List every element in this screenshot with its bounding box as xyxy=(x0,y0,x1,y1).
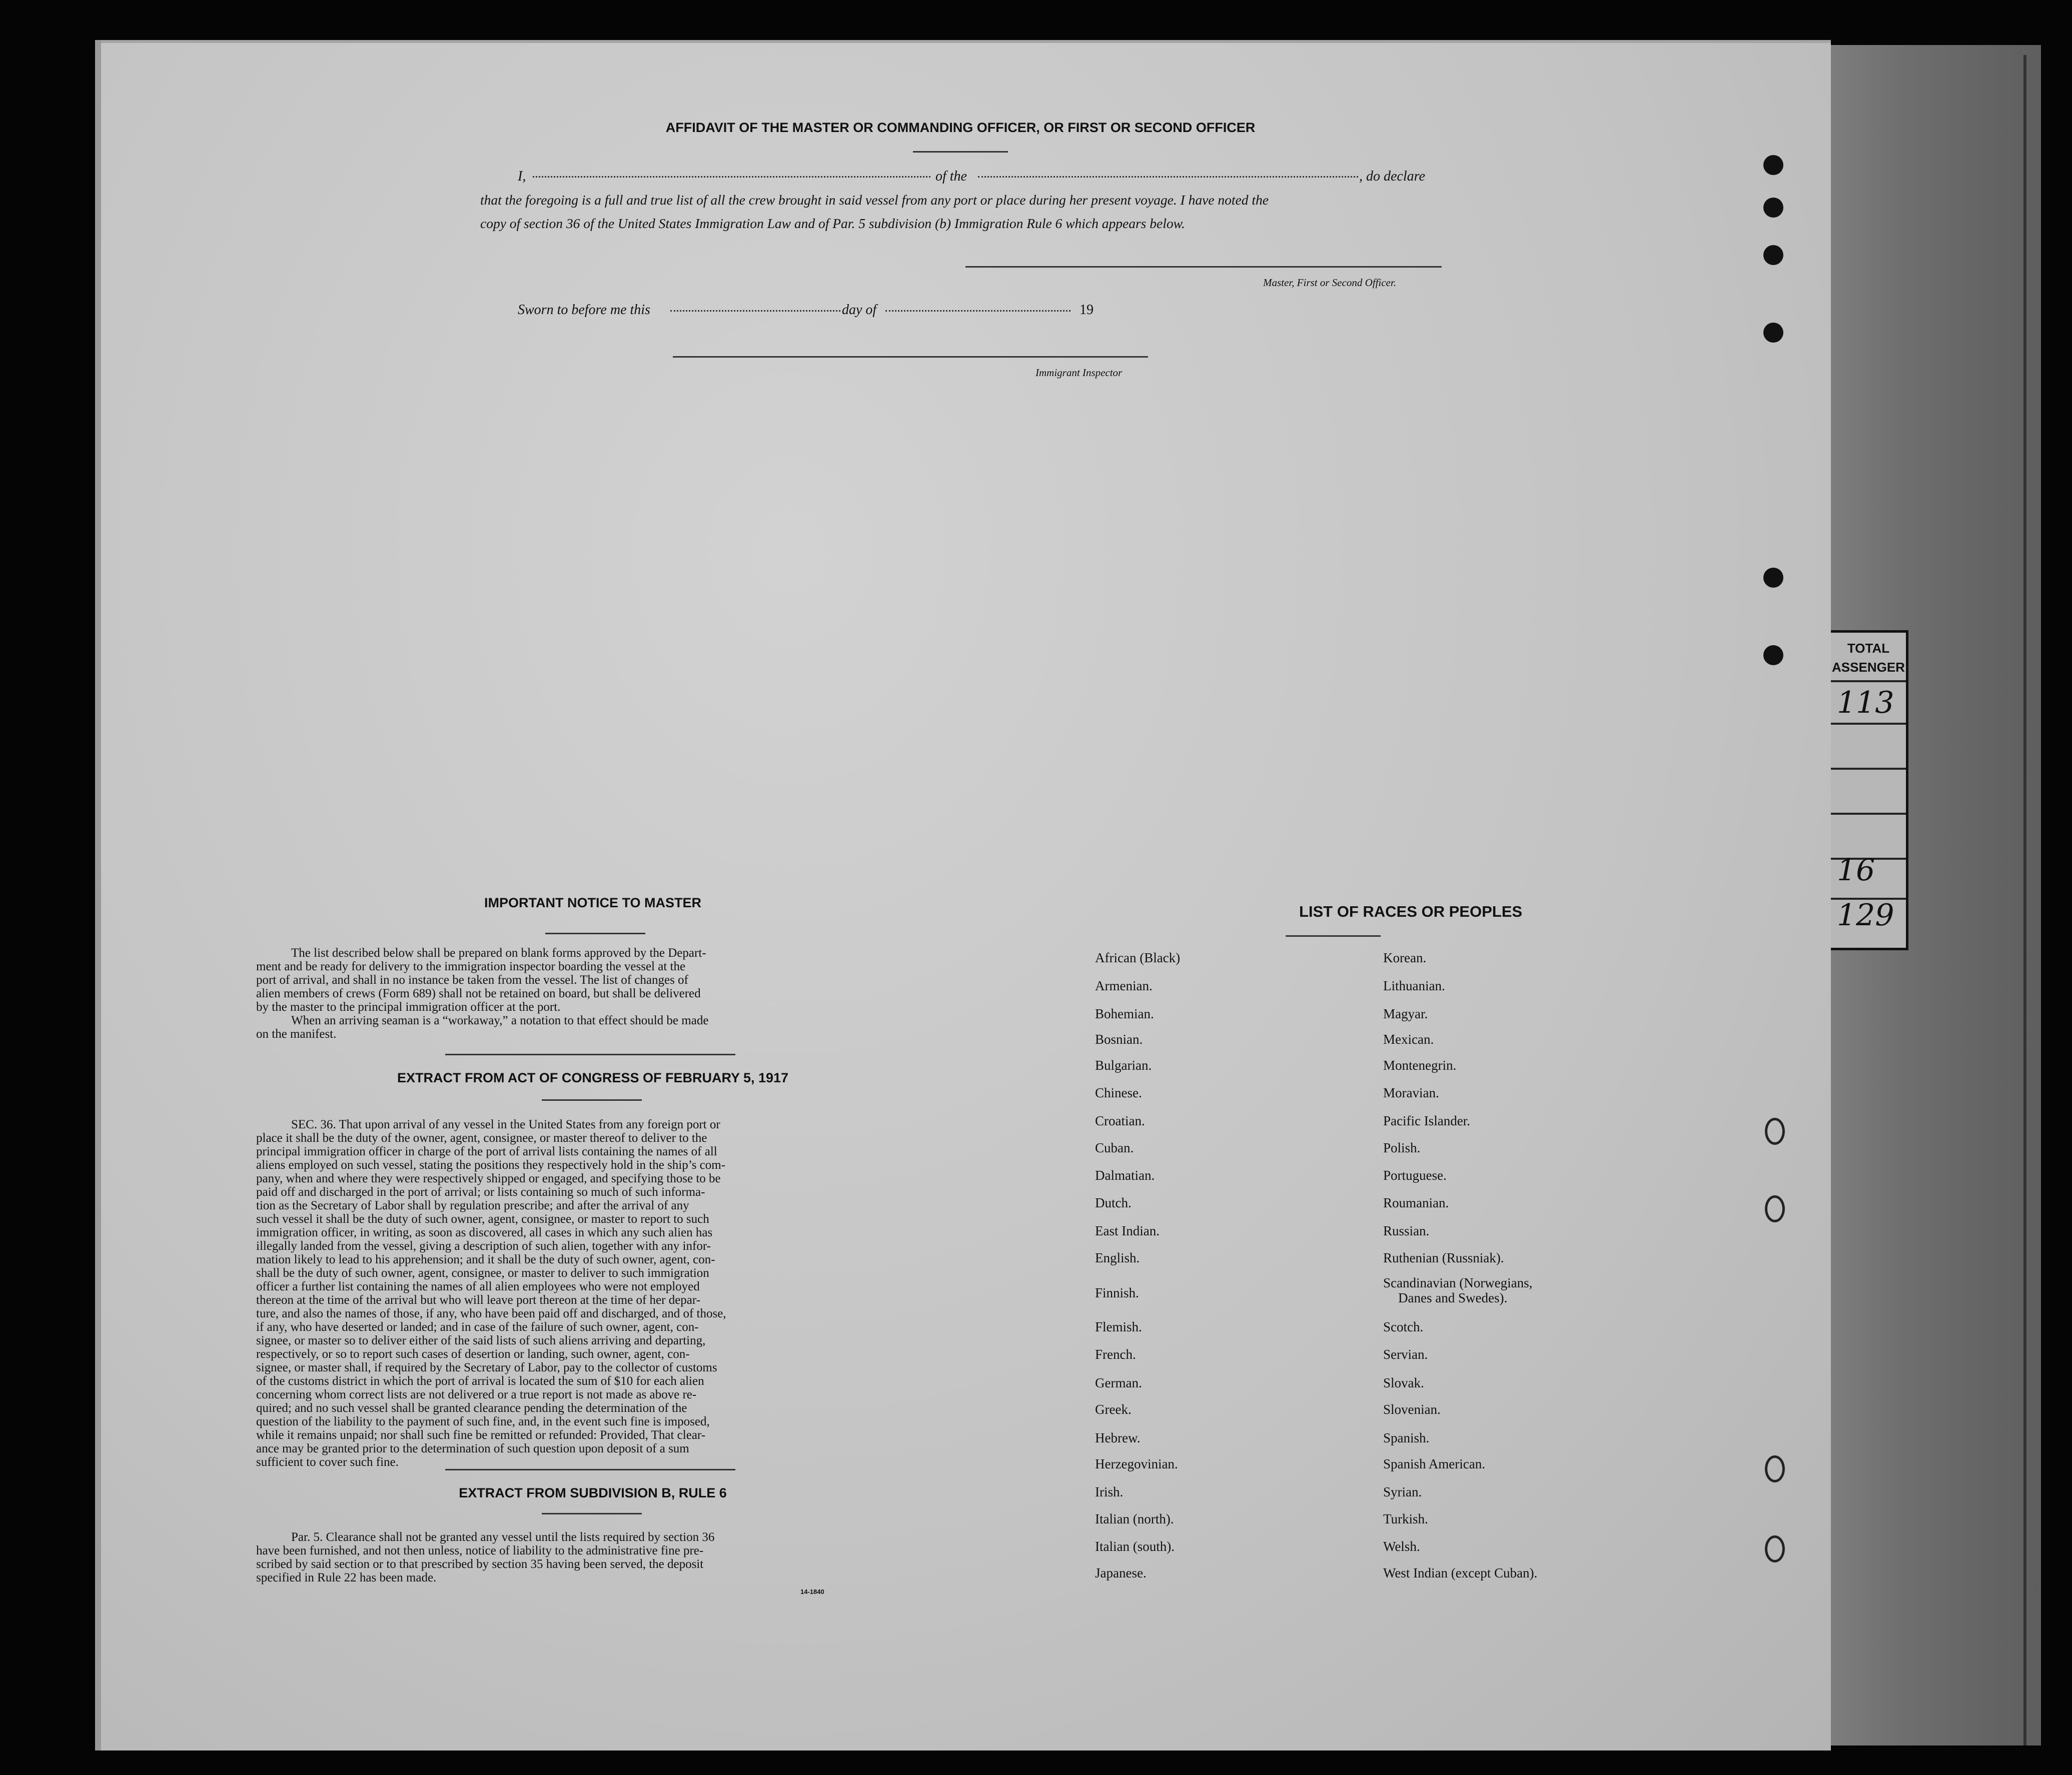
punch-hole-ring xyxy=(1765,1455,1785,1482)
race-left-12: English. xyxy=(1095,1250,1140,1265)
race-left-9: Dalmatian. xyxy=(1095,1168,1155,1183)
race-left-20: Irish. xyxy=(1095,1484,1124,1499)
race-right-1: Korean. xyxy=(1383,950,1427,965)
notice-paragraph-1 xyxy=(256,946,929,1041)
page-left-fold xyxy=(95,40,101,1750)
inspector-label: Immigrant Inspector xyxy=(1035,367,1123,379)
race-right-11: Russian. xyxy=(1383,1223,1430,1238)
act-line: tion as the Secretary of Labor shall by regulation prescribe; and after the arrival of any xyxy=(256,1199,689,1212)
tally-divider xyxy=(1831,680,1906,682)
race-right-22: Welsh. xyxy=(1383,1539,1420,1554)
title-rule xyxy=(913,151,1008,153)
notice-title: IMPORTANT NOTICE TO MASTER xyxy=(484,895,701,910)
race-right-8: Polish. xyxy=(1383,1140,1421,1155)
act-line: illegally landed from the vessel, giving a description of such alien, together with any infor- xyxy=(256,1239,711,1253)
act-line: officer a further list containing the names of all alien employees who were not employed xyxy=(256,1280,700,1293)
race-left-4: Bosnian. xyxy=(1095,1032,1143,1047)
act-line: sufficient to cover such fine. xyxy=(256,1455,399,1469)
tally-divider xyxy=(1831,813,1906,815)
act-line: of the customs district in which the port of arrival is located the sum of $10 for each alien xyxy=(256,1374,704,1388)
section-rule xyxy=(445,1469,735,1470)
rule-line: specified in Rule 22 has been made. xyxy=(256,1571,437,1584)
race-left-2: Armenian. xyxy=(1095,978,1153,993)
race-right-13-cont: Danes and Swedes). xyxy=(1398,1290,1508,1305)
race-right-9: Portuguese. xyxy=(1383,1168,1447,1183)
race-right-15: Servian. xyxy=(1383,1347,1428,1362)
rule-line: Par. 5. Clearance shall not be granted any vessel until the lists required by section 36 xyxy=(291,1530,715,1544)
race-left-16: German. xyxy=(1095,1375,1142,1390)
act-line: while it remains unpaid; nor shall such fine be remitted or refunded: Provided, That clear- xyxy=(256,1428,706,1442)
race-left-13: Finnish. xyxy=(1095,1285,1139,1300)
act-line: respectively, or so to report such cases of desertion or landing, such owner, agent, con- xyxy=(256,1347,690,1361)
act-line: mation likely to lead to his apprehension; and it shall be the duty of such owner, agent, con- xyxy=(256,1253,715,1266)
race-right-4: Mexican. xyxy=(1383,1032,1434,1047)
race-right-12: Ruthenian (Russniak). xyxy=(1383,1250,1504,1265)
tally-value-third: 129 xyxy=(1837,898,1894,933)
act-line: if any, who have deserted or landed; and in case of the failure of such owner, agent, con- xyxy=(256,1320,699,1334)
race-left-10: Dutch. xyxy=(1095,1195,1132,1210)
race-left-5: Bulgarian. xyxy=(1095,1058,1152,1073)
act-line: immigration officer, in writing, as soon as discovered, all cases in which any such alien has xyxy=(256,1226,713,1239)
extract-rule-title: EXTRACT FROM SUBDIVISION B, RULE 6 xyxy=(459,1485,727,1500)
race-right-2: Lithuanian. xyxy=(1383,978,1445,993)
tally-heading-passengers: ASSENGER xyxy=(1832,660,1905,675)
race-right-20: Syrian. xyxy=(1383,1484,1422,1499)
race-right-5: Montenegrin. xyxy=(1383,1058,1457,1073)
sworn-month-field[interactable] xyxy=(885,310,1071,312)
act-line: quired; and no such vessel shall be granted clearance pending the determination of the xyxy=(256,1401,687,1415)
punch-hole-ring xyxy=(1765,1195,1785,1222)
act-line: signee, or master so to deliver either of the said lists of such aliens arriving and departing, xyxy=(256,1334,706,1347)
race-left-18: Hebrew. xyxy=(1095,1430,1141,1445)
notice-line: The list described below shall be prepared on blank forms approved by the Depart- xyxy=(291,946,706,960)
race-left-15: French. xyxy=(1095,1347,1136,1362)
notice-line: When an arriving seaman is a “workaway,” a notation to that effect should be made xyxy=(291,1014,709,1027)
race-left-19: Herzegovinian. xyxy=(1095,1456,1178,1471)
affidavit-of-the-label: of the xyxy=(935,169,967,184)
race-right-10: Roumanian. xyxy=(1383,1195,1449,1210)
notice-rule xyxy=(545,933,645,934)
affidavit-line-2: that the foregoing is a full and true list of all the crew brought in said vessel from any port or place during her present voyage. I have noted the xyxy=(480,192,1269,208)
underlying-page-edge xyxy=(2023,55,2026,1745)
inspector-signature-line[interactable] xyxy=(673,356,1148,358)
act-line: SEC. 36. That upon arrival of any vessel in the United States from any foreign port or xyxy=(291,1118,720,1131)
race-right-17: Slovenian. xyxy=(1383,1402,1441,1417)
extract-rule-text xyxy=(256,1530,929,1584)
tally-divider xyxy=(1831,768,1906,770)
race-right-19: Spanish American. xyxy=(1383,1456,1485,1471)
rule-line: have been furnished, and not then unless, notice of liability to the administrative fine pre- xyxy=(256,1544,704,1557)
punch-hole xyxy=(1763,568,1783,588)
race-right-16: Slovak. xyxy=(1383,1375,1424,1390)
affidavit-line-3: copy of section 36 of the United States Immigration Law and of Par. 5 subdivision (b) Immigration Rule 6 which appears below. xyxy=(480,216,1185,231)
tally-divider xyxy=(1831,723,1906,725)
affidavit-title: AFFIDAVIT OF THE MASTER OR COMMANDING OFFICER, OR FIRST OR SECOND OFFICER xyxy=(665,120,1256,135)
act-line: signee, or master shall, if required by the Secretary of Labor, pay to the collector of customs xyxy=(256,1361,717,1374)
race-left-14: Flemish. xyxy=(1095,1319,1142,1334)
act-line: ance may be granted prior to the determination of such question upon deposit of a sum xyxy=(256,1442,689,1455)
race-left-21: Italian (north). xyxy=(1095,1511,1174,1526)
act-line: paid off and discharged in the port of arrival; or lists containing so much of such informa- xyxy=(256,1185,705,1199)
act-line: such vessel it shall be the duty of such owner, agent, consignee, or master to report to such xyxy=(256,1212,709,1226)
race-left-23: Japanese. xyxy=(1095,1565,1147,1580)
sworn-label: Sworn to before me this xyxy=(518,302,650,318)
page-top-edge xyxy=(95,40,1831,43)
year-label: 19 xyxy=(1080,302,1094,318)
act-line: shall be the duty of such owner, agent, consignee, or master to deliver to such immigration xyxy=(256,1266,709,1280)
manifest-page xyxy=(95,40,1831,1750)
punch-hole-ring xyxy=(1765,1118,1785,1145)
punch-hole xyxy=(1763,245,1783,265)
race-left-8: Cuban. xyxy=(1095,1140,1134,1155)
race-left-11: East Indian. xyxy=(1095,1223,1160,1238)
race-left-17: Greek. xyxy=(1095,1402,1132,1417)
race-right-7: Pacific Islander. xyxy=(1383,1113,1470,1128)
extract-act-rule xyxy=(542,1099,642,1101)
day-of-label: day of xyxy=(842,302,877,318)
races-title: LIST OF RACES OR PEOPLES xyxy=(1299,903,1523,920)
race-right-13: Scandinavian (Norwegians, xyxy=(1383,1275,1533,1290)
tally-value-second: 16 xyxy=(1837,853,1875,888)
form-code: 14-1840 xyxy=(800,1588,824,1595)
passenger-tally-box xyxy=(1831,630,1908,950)
race-right-18: Spanish. xyxy=(1383,1430,1430,1445)
punch-hole-ring xyxy=(1765,1535,1785,1562)
act-line: principal immigration officer in charge of the port of arrival lists containing the names of all xyxy=(256,1145,717,1158)
sworn-day-field[interactable] xyxy=(670,310,840,312)
notice-line: port of arrival, and shall in no instance be taken from the vessel. The list of changes of xyxy=(256,973,688,987)
race-left-22: Italian (south). xyxy=(1095,1539,1175,1554)
race-left-6: Chinese. xyxy=(1095,1085,1142,1100)
race-right-23: West Indian (except Cuban). xyxy=(1383,1565,1538,1580)
act-line: ture, and also the names of those, if any, who have been paid off and discharged, and of those, xyxy=(256,1307,726,1320)
act-line: concerning whom correct lists are not delivered or a true report is not made as above re- xyxy=(256,1388,697,1401)
tally-heading-total: TOTAL xyxy=(1847,641,1890,656)
extract-act-text xyxy=(256,1118,929,1469)
race-right-14: Scotch. xyxy=(1383,1319,1424,1334)
notice-line: on the manifest. xyxy=(256,1027,337,1041)
extract-act-title: EXTRACT FROM ACT OF CONGRESS OF FEBRUARY 5, 1917 xyxy=(397,1070,789,1085)
master-signature-label: Master, First or Second Officer. xyxy=(1263,277,1396,289)
race-right-21: Turkish. xyxy=(1383,1511,1428,1526)
race-left-7: Croatian. xyxy=(1095,1113,1145,1128)
section-rule xyxy=(445,1054,735,1055)
race-right-3: Magyar. xyxy=(1383,1006,1428,1021)
master-signature-line[interactable] xyxy=(965,266,1442,268)
declarant-name-field[interactable] xyxy=(533,176,930,178)
affidavit-declare-label: , do declare xyxy=(1359,169,1425,184)
punch-hole xyxy=(1763,645,1783,665)
act-line: question of the liability to the payment of such fine, and, in the event such fine is imposed, xyxy=(256,1415,710,1428)
tally-value-total: 113 xyxy=(1837,685,1894,720)
punch-hole xyxy=(1763,198,1783,218)
notice-line: alien members of crews (Form 689) shall not be retained on board, but shall be delivered xyxy=(256,987,701,1000)
extract-rule-rule xyxy=(542,1513,642,1514)
races-rule xyxy=(1286,935,1381,937)
race-right-6: Moravian. xyxy=(1383,1085,1439,1100)
punch-hole xyxy=(1763,323,1783,343)
act-line: pany, when and where they were respectively shipped or engaged, and specifying those to be xyxy=(256,1172,721,1185)
race-left-1: African (Black) xyxy=(1095,950,1181,965)
act-line: aliens employed on such vessel, stating the positions they respectively hold in the ship’s com- xyxy=(256,1158,726,1172)
notice-line: by the master to the principal immigration officer at the port. xyxy=(256,1000,561,1014)
act-line: thereon at the time of the arrival but who will leave port thereon at the time of her depar- xyxy=(256,1293,701,1307)
affidavit-i-label: I, xyxy=(518,169,526,184)
race-left-3: Bohemian. xyxy=(1095,1006,1154,1021)
act-line: place it shall be the duty of the owner, agent, consignee, or master thereof to deliver to the xyxy=(256,1131,707,1145)
rule-line: scribed by said section or to that prescribed by section 35 having been served, the deposit xyxy=(256,1557,704,1571)
punch-hole xyxy=(1763,155,1783,175)
notice-line: ment and be ready for delivery to the immigration inspector boarding the vessel at the xyxy=(256,960,686,973)
vessel-name-field[interactable] xyxy=(978,176,1358,178)
